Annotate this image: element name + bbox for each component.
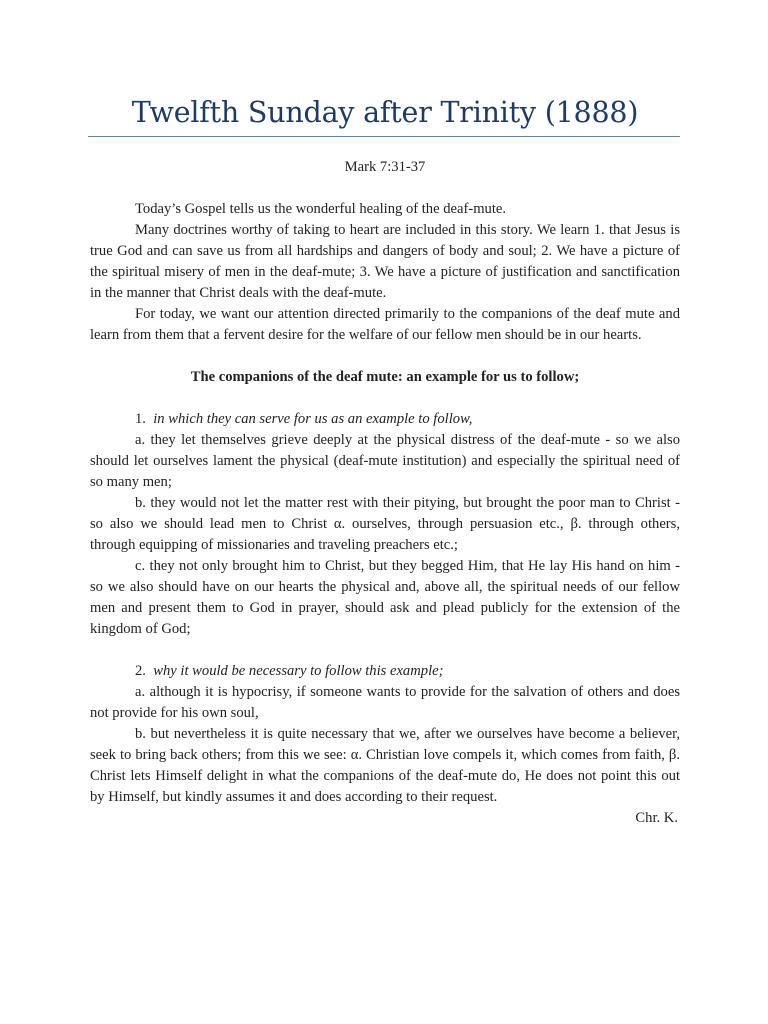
- part-1-point-a: a. they let themselves grieve deeply at the physical distress of the deaf-mute - so we also should let ourselves lament the physical (deaf-mute institution) and especially the spiritual need of so many men;: [90, 432, 680, 490]
- intro-paragraph-3: For today, we want our attention directed primarily to the companions of the deaf mute and learn from them that a fervent desire for the welfare of our fellow men should be in our hearts.: [90, 306, 680, 343]
- part-2-point-a: a. although it is hypocrisy, if someone wants to provide for the salvation of others and does not provide for his own soul,: [90, 684, 680, 721]
- part-1-point-b: b. they would not let the matter rest with their pitying, but brought the poor man to Christ - so also we should lead men to Christ α. ourselves, through persuasion etc., β. through others, through equipping of missionaries and traveling preachers etc.;: [90, 495, 680, 553]
- part-1-number: 1.: [135, 411, 146, 427]
- spacer: [90, 388, 680, 409]
- spacer: [90, 640, 680, 661]
- page-title: Twelfth Sunday after Trinity (1888): [131, 96, 639, 129]
- scripture-reference: Mark 7:31-37: [344, 159, 426, 175]
- part-1-heading: [90, 409, 680, 430]
- part-2-point-b: b. but nevertheless it is quite necessary that we, after we ourselves have become a believer, seek to bring back others; from this we see: α. Christian love compels it, which comes from faith, β. Christ lets Himself delight in what the companions of the deaf-mute do, He does not point this out by Himself, but kindly assumes it and does according to their request.: [90, 726, 680, 805]
- part-2-heading: [90, 661, 680, 682]
- sermon-theme: The companions of the deaf mute: an example for us to follow;: [190, 369, 580, 385]
- intro-paragraph-2: Many doctrines worthy of taking to heart are included in this story. We learn 1. that Jesus is true God and can save us from all hardships and dangers of body and soul; 2. We have a picture of the spiritual misery of men in the deaf-mute; 3. We have a picture of justification and sanctification in the manner that Christ deals with the deaf-mute.: [90, 222, 680, 301]
- part-1-point-c: c. they not only brought him to Christ, but they begged Him, that He lay His hand on him - so we also should have on our hearts the physical and, above all, the spiritual needs of our fellow men and present them to God in prayer, should ask and plead publicly for the extension of the kingdom of God;: [90, 558, 680, 637]
- intro-paragraph-1: Today’s Gospel tells us the wonderful healing of the deaf-mute.: [135, 201, 507, 217]
- part-2-number: 2.: [135, 663, 146, 679]
- part-2-heading-text: why it would be necessary to follow this example;: [153, 663, 444, 679]
- title-divider: [88, 136, 680, 137]
- author-signature: Chr. K.: [635, 810, 678, 826]
- spacer: [90, 346, 680, 367]
- part-1-heading-text: in which they can serve for us as an example to follow,: [153, 411, 473, 427]
- document-body: [90, 157, 680, 829]
- spacer: [90, 178, 680, 199]
